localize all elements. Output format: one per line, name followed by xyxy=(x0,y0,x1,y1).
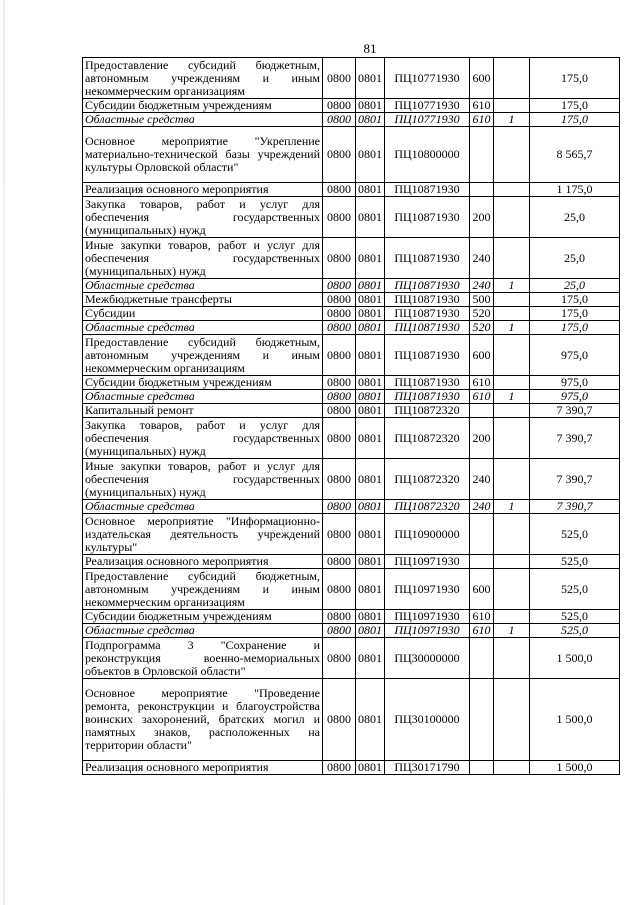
cell-section: 0800 xyxy=(323,183,356,197)
cell-funding-source xyxy=(494,183,530,197)
table-row xyxy=(83,376,620,390)
table-row xyxy=(83,113,620,127)
cell-funding-source: 1 xyxy=(494,321,530,335)
cell-subsection: 0801 xyxy=(356,127,385,183)
cell-section: 0800 xyxy=(323,293,356,307)
cell-subsection: 0801 xyxy=(356,113,385,127)
cell-amount: 975,0 xyxy=(530,390,620,404)
cell-target-article: ПЦ10900000 xyxy=(385,514,470,555)
cell-section: 0800 xyxy=(323,459,356,500)
cell-amount: 175,0 xyxy=(530,99,620,113)
cell-funding-source xyxy=(494,418,530,459)
cell-name: Предоставление субсидий бюджетным, автономным учреждениям и иным некоммерческим организациям xyxy=(83,58,323,99)
table-row xyxy=(83,514,620,555)
cell-funding-source xyxy=(494,293,530,307)
cell-expense-type xyxy=(470,404,494,418)
cell-name: Реализация основного мероприятия xyxy=(83,183,323,197)
cell-section: 0800 xyxy=(323,197,356,238)
cell-subsection: 0801 xyxy=(356,459,385,500)
cell-funding-source: 1 xyxy=(494,113,530,127)
cell-target-article: ПЦ10971930 xyxy=(385,555,470,569)
cell-funding-source xyxy=(494,99,530,113)
table-row xyxy=(83,279,620,293)
cell-section: 0800 xyxy=(323,307,356,321)
cell-name: Предоставление субсидий бюджетным, автономным учреждениям и иным некоммерческим организациям xyxy=(83,335,323,376)
table-row xyxy=(83,500,620,514)
cell-expense-type xyxy=(470,638,494,679)
cell-amount: 25,0 xyxy=(530,238,620,279)
cell-section: 0800 xyxy=(323,638,356,679)
cell-section: 0800 xyxy=(323,761,356,775)
cell-target-article: ПЦ10800000 xyxy=(385,127,470,183)
table-row xyxy=(83,58,620,99)
cell-name: Областные средства xyxy=(83,321,323,335)
cell-section: 0800 xyxy=(323,569,356,610)
cell-name: Областные средства xyxy=(83,113,323,127)
cell-amount: 525,0 xyxy=(530,624,620,638)
cell-section: 0800 xyxy=(323,390,356,404)
table-row xyxy=(83,404,620,418)
cell-expense-type xyxy=(470,514,494,555)
cell-expense-type xyxy=(470,761,494,775)
cell-name: Основное мероприятие "Информационно-издательская деятельность учреждений культуры" xyxy=(83,514,323,555)
cell-name: Закупка товаров, работ и услуг для обеспечения государственных (муниципальных) нужд xyxy=(83,197,323,238)
cell-section: 0800 xyxy=(323,335,356,376)
cell-target-article: ПЦ10871930 xyxy=(385,197,470,238)
cell-expense-type: 610 xyxy=(470,610,494,624)
table-row xyxy=(83,183,620,197)
cell-subsection: 0801 xyxy=(356,279,385,293)
cell-expense-type: 610 xyxy=(470,99,494,113)
cell-target-article: ПЦ10871930 xyxy=(385,238,470,279)
cell-subsection: 0801 xyxy=(356,500,385,514)
cell-amount: 1 175,0 xyxy=(530,183,620,197)
page-number: 81 xyxy=(363,41,377,56)
cell-target-article: ПЦ10872320 xyxy=(385,500,470,514)
table-row xyxy=(83,418,620,459)
cell-section: 0800 xyxy=(323,624,356,638)
table-row xyxy=(83,321,620,335)
cell-section: 0800 xyxy=(323,321,356,335)
cell-section: 0800 xyxy=(323,127,356,183)
cell-target-article: ПЦ30100000 xyxy=(385,679,470,761)
cell-target-article: ПЦ10771930 xyxy=(385,99,470,113)
cell-section: 0800 xyxy=(323,238,356,279)
cell-amount: 975,0 xyxy=(530,335,620,376)
table-row xyxy=(83,761,620,775)
cell-target-article: ПЦ10871930 xyxy=(385,307,470,321)
cell-section: 0800 xyxy=(323,418,356,459)
cell-subsection: 0801 xyxy=(356,610,385,624)
cell-expense-type: 500 xyxy=(470,293,494,307)
cell-expense-type: 240 xyxy=(470,459,494,500)
cell-funding-source xyxy=(494,58,530,99)
cell-expense-type: 600 xyxy=(470,335,494,376)
cell-expense-type: 610 xyxy=(470,376,494,390)
cell-target-article: ПЦ10771930 xyxy=(385,113,470,127)
cell-subsection: 0801 xyxy=(356,390,385,404)
cell-funding-source xyxy=(494,514,530,555)
cell-target-article: ПЦ10871930 xyxy=(385,321,470,335)
cell-subsection: 0801 xyxy=(356,624,385,638)
cell-name: Основное мероприятие "Проведение ремонта, реконструкции и благоустройства воинских захоронений, братских могил и памятных знаков, расположенных на территории области" xyxy=(83,679,323,761)
cell-expense-type: 600 xyxy=(470,58,494,99)
cell-expense-type: 610 xyxy=(470,390,494,404)
table-row xyxy=(83,238,620,279)
table-row xyxy=(83,197,620,238)
cell-name: Закупка товаров, работ и услуг для обеспечения государственных (муниципальных) нужд xyxy=(83,418,323,459)
cell-amount: 975,0 xyxy=(530,376,620,390)
cell-target-article: ПЦ10871930 xyxy=(385,293,470,307)
cell-target-article: ПЦ10872320 xyxy=(385,404,470,418)
cell-subsection: 0801 xyxy=(356,404,385,418)
cell-expense-type: 610 xyxy=(470,113,494,127)
cell-amount: 525,0 xyxy=(530,555,620,569)
cell-funding-source xyxy=(494,638,530,679)
cell-target-article: ПЦ10872320 xyxy=(385,418,470,459)
cell-expense-type: 240 xyxy=(470,279,494,293)
cell-amount: 1 500,0 xyxy=(530,638,620,679)
cell-name: Областные средства xyxy=(83,279,323,293)
cell-subsection: 0801 xyxy=(356,197,385,238)
cell-name: Субсидии бюджетным учреждениям xyxy=(83,99,323,113)
cell-funding-source xyxy=(494,679,530,761)
cell-amount: 525,0 xyxy=(530,569,620,610)
cell-amount: 25,0 xyxy=(530,279,620,293)
cell-funding-source xyxy=(494,238,530,279)
cell-target-article: ПЦ30000000 xyxy=(385,638,470,679)
cell-amount: 175,0 xyxy=(530,293,620,307)
cell-amount: 1 500,0 xyxy=(530,761,620,775)
cell-section: 0800 xyxy=(323,679,356,761)
cell-funding-source xyxy=(494,404,530,418)
table-row xyxy=(83,569,620,610)
cell-name: Субсидии бюджетным учреждениям xyxy=(83,610,323,624)
cell-name: Областные средства xyxy=(83,624,323,638)
cell-funding-source: 1 xyxy=(494,624,530,638)
cell-target-article: ПЦ10871930 xyxy=(385,335,470,376)
cell-target-article: ПЦ10971930 xyxy=(385,624,470,638)
table-row xyxy=(83,624,620,638)
cell-expense-type xyxy=(470,679,494,761)
cell-funding-source xyxy=(494,127,530,183)
cell-subsection: 0801 xyxy=(356,376,385,390)
cell-subsection: 0801 xyxy=(356,99,385,113)
cell-name: Межбюджетные трансферты xyxy=(83,293,323,307)
cell-funding-source: 1 xyxy=(494,279,530,293)
cell-name: Областные средства xyxy=(83,390,323,404)
cell-name: Основное мероприятие "Укрепление материально-технической базы учреждений культуры Орловской области" xyxy=(83,127,323,183)
table-row xyxy=(83,390,620,404)
table-row xyxy=(83,555,620,569)
cell-funding-source xyxy=(494,555,530,569)
cell-name: Предоставление субсидий бюджетным, автономным учреждениям и иным некоммерческим организациям xyxy=(83,569,323,610)
cell-section: 0800 xyxy=(323,99,356,113)
cell-amount: 8 565,7 xyxy=(530,127,620,183)
cell-expense-type: 240 xyxy=(470,500,494,514)
cell-target-article: ПЦ10971930 xyxy=(385,569,470,610)
cell-subsection: 0801 xyxy=(356,638,385,679)
cell-name: Субсидии бюджетным учреждениям xyxy=(83,376,323,390)
table-row xyxy=(83,127,620,183)
cell-funding-source: 1 xyxy=(494,390,530,404)
cell-section: 0800 xyxy=(323,555,356,569)
cell-amount: 175,0 xyxy=(530,307,620,321)
cell-subsection: 0801 xyxy=(356,307,385,321)
cell-section: 0800 xyxy=(323,376,356,390)
cell-expense-type: 610 xyxy=(470,624,494,638)
table-row xyxy=(83,335,620,376)
table-row xyxy=(83,679,620,761)
cell-section: 0800 xyxy=(323,279,356,293)
cell-name: Субсидии xyxy=(83,307,323,321)
table-row xyxy=(83,459,620,500)
budget-table xyxy=(82,57,620,775)
cell-subsection: 0801 xyxy=(356,58,385,99)
cell-funding-source xyxy=(494,335,530,376)
cell-name: Иные закупки товаров, работ и услуг для обеспечения государственных (муниципальных) нужд xyxy=(83,238,323,279)
cell-section: 0800 xyxy=(323,610,356,624)
cell-section: 0800 xyxy=(323,113,356,127)
cell-name: Реализация основного мероприятия xyxy=(83,555,323,569)
cell-amount: 7 390,7 xyxy=(530,459,620,500)
cell-funding-source xyxy=(494,761,530,775)
table-row xyxy=(83,293,620,307)
cell-subsection: 0801 xyxy=(356,321,385,335)
cell-amount: 525,0 xyxy=(530,610,620,624)
scan-edge xyxy=(3,0,5,905)
cell-target-article: ПЦ10971930 xyxy=(385,610,470,624)
cell-funding-source xyxy=(494,459,530,500)
cell-funding-source xyxy=(494,307,530,321)
cell-subsection: 0801 xyxy=(356,238,385,279)
cell-subsection: 0801 xyxy=(356,514,385,555)
cell-target-article: ПЦ10771930 xyxy=(385,58,470,99)
cell-amount: 7 390,7 xyxy=(530,404,620,418)
cell-subsection: 0801 xyxy=(356,183,385,197)
cell-amount: 7 390,7 xyxy=(530,500,620,514)
cell-expense-type: 240 xyxy=(470,238,494,279)
cell-name: Подпрограмма 3 "Сохранение и реконструкция военно-мемориальных объектов в Орловской области" xyxy=(83,638,323,679)
cell-target-article: ПЦ10871930 xyxy=(385,279,470,293)
cell-funding-source xyxy=(494,610,530,624)
cell-target-article: ПЦ10871930 xyxy=(385,390,470,404)
cell-subsection: 0801 xyxy=(356,679,385,761)
table-row xyxy=(83,99,620,113)
cell-target-article: ПЦ30171790 xyxy=(385,761,470,775)
cell-funding-source xyxy=(494,569,530,610)
cell-amount: 175,0 xyxy=(530,58,620,99)
cell-name: Капитальный ремонт xyxy=(83,404,323,418)
cell-amount: 25,0 xyxy=(530,197,620,238)
cell-amount: 175,0 xyxy=(530,113,620,127)
cell-target-article: ПЦ10872320 xyxy=(385,459,470,500)
cell-section: 0800 xyxy=(323,58,356,99)
cell-subsection: 0801 xyxy=(356,418,385,459)
table-row xyxy=(83,638,620,679)
cell-amount: 175,0 xyxy=(530,321,620,335)
table-row xyxy=(83,307,620,321)
cell-funding-source: 1 xyxy=(494,500,530,514)
table-row xyxy=(83,610,620,624)
cell-expense-type xyxy=(470,183,494,197)
cell-name: Реализация основного мероприятия xyxy=(83,761,323,775)
cell-target-article: ПЦ10871930 xyxy=(385,183,470,197)
cell-subsection: 0801 xyxy=(356,761,385,775)
cell-amount: 7 390,7 xyxy=(530,418,620,459)
cell-target-article: ПЦ10871930 xyxy=(385,376,470,390)
cell-expense-type xyxy=(470,555,494,569)
cell-expense-type xyxy=(470,127,494,183)
cell-expense-type: 520 xyxy=(470,307,494,321)
cell-amount: 525,0 xyxy=(530,514,620,555)
cell-expense-type: 600 xyxy=(470,569,494,610)
cell-section: 0800 xyxy=(323,514,356,555)
cell-section: 0800 xyxy=(323,500,356,514)
cell-amount: 1 500,0 xyxy=(530,679,620,761)
cell-subsection: 0801 xyxy=(356,335,385,376)
cell-funding-source xyxy=(494,376,530,390)
cell-expense-type: 200 xyxy=(470,418,494,459)
cell-section: 0800 xyxy=(323,404,356,418)
cell-funding-source xyxy=(494,197,530,238)
cell-expense-type: 200 xyxy=(470,197,494,238)
cell-name: Иные закупки товаров, работ и услуг для обеспечения государственных (муниципальных) нужд xyxy=(83,459,323,500)
cell-subsection: 0801 xyxy=(356,293,385,307)
cell-subsection: 0801 xyxy=(356,569,385,610)
cell-subsection: 0801 xyxy=(356,555,385,569)
cell-name: Областные средства xyxy=(83,500,323,514)
table-body xyxy=(83,58,620,775)
cell-expense-type: 520 xyxy=(470,321,494,335)
